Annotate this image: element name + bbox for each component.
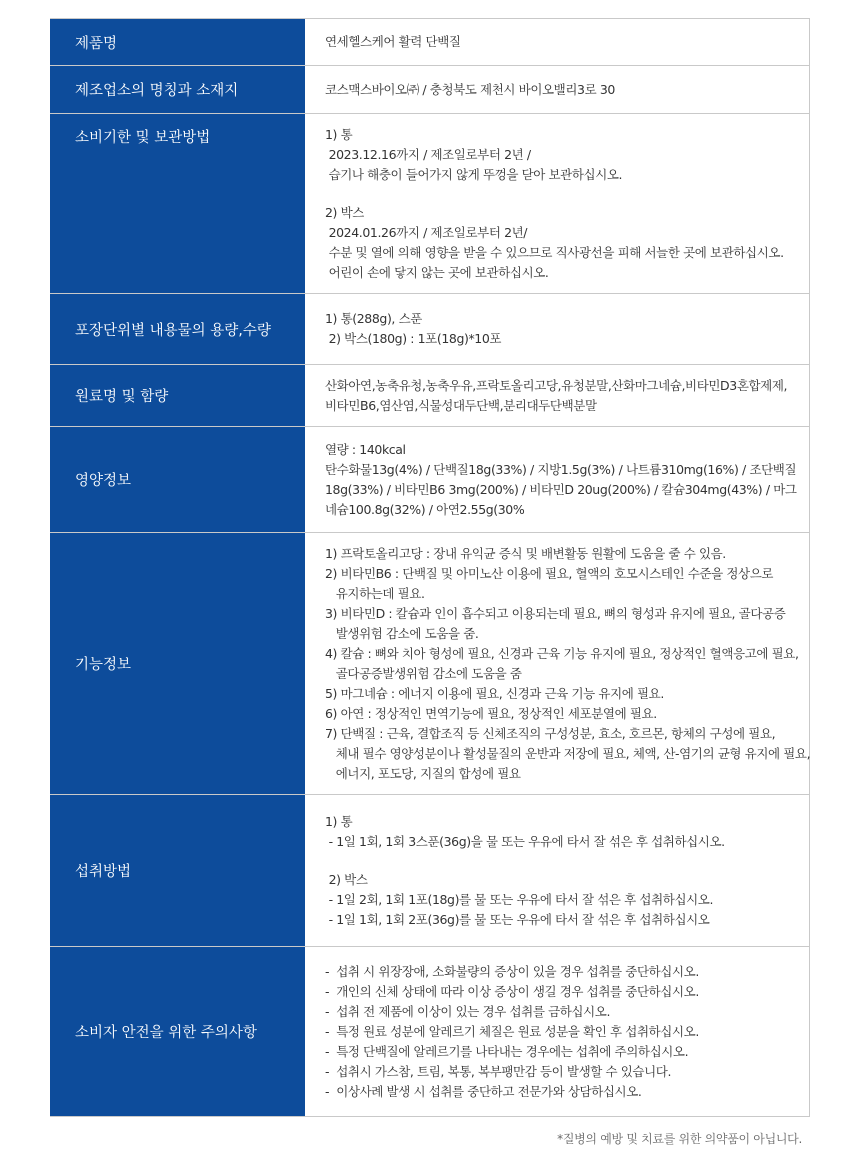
text-line: - 1일 1회, 1회 3스푼(36g)을 물 또는 우유에 타서 잘 섞은 후 섭취하십시오. [325,833,725,849]
text-line: 탄수화물13g(4%) / 단백질18g(33%) / 지방1.5g(3%) / 나트륨310mg(16%) / 조단백질 [325,461,797,477]
row-label-ingredients: 원료명 및 함량 [50,365,305,427]
row-label-manufacturer: 제조업소의 명칭과 소재지 [50,66,305,114]
row-label-intake-method: 섭취방법 [50,795,305,947]
row-label-function-info: 기능정보 [50,533,305,795]
text-line: 2) 박스(180g) : 1포(18g)*10포 [325,331,502,346]
row-value-ingredients [305,365,810,427]
text-line: 산화아연,농축유청,농축우유,프락토올리고당,유청분말,산화마그네슘,비타민D3혼합제제, [325,377,788,393]
blank-line [325,852,797,870]
row-value-product-name [305,19,810,66]
text-line: - 1일 1회, 1회 2포(36g)를 물 또는 우유에 타서 잘 섞은 후 섭취하십시오 [325,911,710,927]
text-line: 2) 비타민B6 : 단백질 및 아미노산 이용에 필요, 혈액의 호모시스테인 수준을 정상으로 [325,565,774,581]
text-line: 3) 비타민D : 칼슘과 인이 흡수되고 이용되는데 필요, 뼈의 형성과 유지에 필요, 골다공증 [325,605,786,621]
row-value-package-volume [305,294,810,365]
text-line: 1) 통 [325,813,353,829]
text-line: 체내 필수 영양성분이나 활성물질의 운반과 저장에 필요, 체액, 산-염기의 균형 유지에 필요, [325,745,811,761]
product-info-body [50,19,810,1117]
text-line: 2) 박스 [325,871,368,887]
text-line: - 특정 원료 성분에 알레르기 체질은 원료 성분을 확인 후 섭취하십시오. [325,1023,699,1039]
text-line: 1) 프락토올리고당 : 장내 유익균 증식 및 배변활동 원활에 도움을 줄 수 있음. [325,545,726,561]
text-line: 네슘100.8g(32%) / 아연2.55g(30% [325,501,525,517]
table-row-manufacturer [50,66,810,114]
text-line: - 섭취 전 제품에 이상이 있는 경우 섭취를 금하십시오. [325,1003,611,1019]
table-row-ingredients [50,365,810,427]
text-line: 1) 통 [325,126,353,142]
text-line: - 섭취 시 위장장애, 소화불량의 증상이 있을 경우 섭취를 중단하십시오. [325,963,699,979]
text-line: 에너지, 포도당, 지질의 합성에 필요 [325,765,521,781]
text-line: - 개인의 신체 상태에 따라 이상 증상이 생길 경우 섭취를 중단하십시오. [325,983,699,999]
text-line: 유지하는데 필요. [325,585,425,601]
table-row-intake-method [50,795,810,947]
row-label-expiry-storage: 소비기한 및 보관방법 [50,114,305,294]
table-row-product-name [50,19,810,66]
table-row-expiry-storage [50,114,810,294]
text-line: 비타민B6,염산염,식물성대두단백,분리대두단백분말 [325,397,597,413]
text-line: 습기나 해충이 들어가지 않게 뚜껑을 닫아 보관하십시오. [325,166,623,182]
text-line: 발생위험 감소에 도움을 줌. [325,625,479,641]
row-value-intake-method [305,795,810,947]
text-line: 2) 박스 [325,204,364,220]
text-line: 열량 : 140kcal [325,441,406,457]
table-row-function-info [50,533,810,795]
text-line: 코스맥스바이오㈜ / 충청북도 제천시 바이오밸리3로 30 [325,81,615,97]
text-line: 7) 단백질 : 근육, 결합조직 등 신체조직의 구성성분, 효소, 호르몬, 항체의 구성에 필요, [325,725,776,741]
text-line: 6) 아연 : 정상적인 면역기능에 필요, 정상적인 세포분열에 필요. [325,705,657,721]
row-value-expiry-storage [305,114,810,294]
row-value-manufacturer [305,66,810,114]
text-line: 18g(33%) / 비타민B6 3mg(200%) / 비타민D 20ug(200%) / 칼슘304mg(43%) / 마그 [325,481,797,497]
blank-line [325,185,797,203]
text-line: 어린이 손에 닿지 않는 곳에 보관하십시오. [325,264,549,280]
table-row-safety-precautions [50,947,810,1117]
text-line: - 섭취시 가스참, 트림, 복통, 복부팽만감 등이 발생할 수 있습니다. [325,1063,672,1079]
text-line: 골다공증발생위험 감소에 도움을 줌 [325,665,522,681]
footnote: *질병의 예방 및 치료를 위한 의약품이 아닙니다. [557,1132,802,1146]
product-info-table [50,18,810,1117]
text-line: 4) 칼슘 : 뼈와 치아 형성에 필요, 신경과 근육 기능 유지에 필요, 정상적인 혈액응고에 필요, [325,645,799,661]
text-line: 2023.12.16까지 / 제조일로부터 2년 / [325,146,531,162]
text-line: - 이상사례 발생 시 섭취를 중단하고 전문가와 상담하십시오. [325,1083,642,1099]
row-label-package-volume: 포장단위별 내용물의 용량,수량 [50,294,305,365]
row-value-nutrition [305,427,810,533]
row-value-function-info [305,533,810,795]
text-line: - 1일 2회, 1회 1포(18g)를 물 또는 우유에 타서 잘 섞은 후 섭취하십시오. [325,891,714,907]
row-label-safety-precautions: 소비자 안전을 위한 주의사항 [50,947,305,1117]
text-line: 수분 및 열에 의해 영향을 받을 수 있으므로 직사광선을 피해 서늘한 곳에 보관하십시오. [325,244,784,260]
table-row-nutrition [50,427,810,533]
text-line: 2024.01.26까지 / 제조일로부터 2년/ [325,224,528,240]
row-label-product-name: 제품명 [50,19,305,66]
row-label-nutrition: 영양정보 [50,427,305,533]
text-line: - 특정 단백질에 알레르기를 나타내는 경우에는 섭취에 주의하십시오. [325,1043,689,1059]
row-value-safety-precautions [305,947,810,1117]
table-row-package-volume [50,294,810,365]
text-line: 1) 통(288g), 스푼 [325,311,422,326]
text-line: 5) 마그네슘 : 에너지 이용에 필요, 신경과 근육 기능 유지에 필요. [325,685,664,701]
text-line: 연세헬스케어 활력 단백질 [325,34,461,49]
